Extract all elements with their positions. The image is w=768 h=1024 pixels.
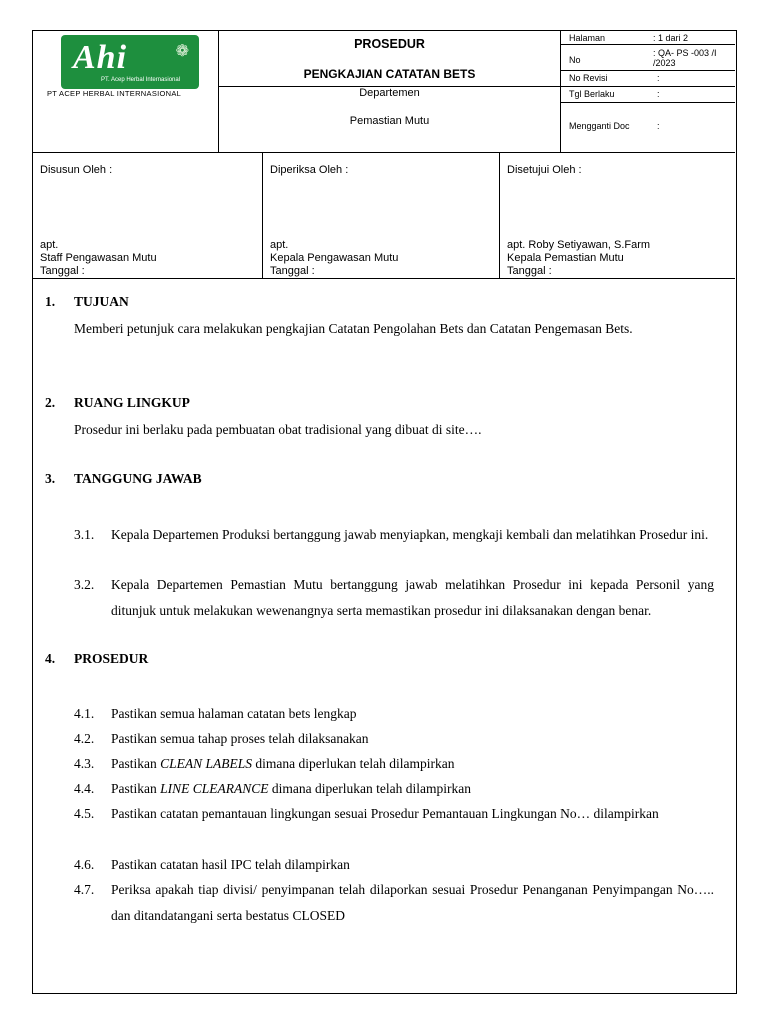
document-header bbox=[33, 31, 735, 153]
meta-row-mengganti: Mengganti Doc : bbox=[569, 121, 660, 131]
department-label: Departemen bbox=[359, 87, 420, 99]
department-value: Pemastian Mutu bbox=[349, 115, 430, 127]
meta-row-no: No : QA- PS -003 /I /2023 bbox=[561, 45, 735, 71]
approval-checked: Diperiksa Oleh : apt. Kepala Pengawasan Mutu Tanggal : bbox=[263, 153, 500, 278]
document-frame: Ahi ❁ PT. Acep Herbal Internasional PT ACEP HERBAL INTERNASIONAL PROSEDUR PENGKAJIAN CATATAN BETS Departemen Pemastian Mutu Halaman : 1 dari 2 No : QA- PS -003 /I /2023 No Revisi : Tgl Berlaku : Mengganti Doc : Disusun Oleh : apt. Staff Pengawasan Mutu Tanggal : Diperiksa Oleh : apt. Kepala Pengawasan Mutu Tanggal : Disetujui Oleh : apt. Roby Setiyawan, S.Farm Kepala Pemastian Mutu Tanggal : 1. TUJUAN Memberi petunjuk cara melakukan pengkajian Catatan Pengolahan Bets dan Catatan Pengemasan Bets. 2. RUANG LINGKUP Prosedur ini berlaku pada pembuatan obat tradisional yang dibuat di site…. 3. TANGGUNG JAWAB 3.1. Kepala Departemen Produksi bertanggung jawab menyiapkan, mengkaji kembali dan melatihkan Prosedur ini. 3.2. Kepala Departemen Pemastian Mutu bertanggung jawab melatihkan Prosedur ini kepada Personil yang ditunjuk untuk melakukan wewenangnya serta memastikan prosedur ini dilaksanakan dengan benar. 4. PROSEDUR 4.1. Pastikan semua halaman catatan bets lengkap 4.2. Pastikan semua tahap proses telah dilaksanakan 4.3. Pastikan CLEAN LABELS dimana diperlukan telah dilampirkan 4.4. Pastikan LINE CLEARANCE dimana diperlukan telah dilampirkan 4.5. Pastikan catatan pemantauan lingkungan sesuai Prosedur Pemantauan Lingkungan No… dilampirkan 4.6. Pastikan catatan hasil IPC telah dilampirkan 4.7. Periksa apakah tiap divisi/ penyimpanan telah dilaporkan sesuai Prosedur Penanganan Penyimpangan No….. dan ditandatangani serta bestatus CLOSED bbox=[32, 30, 737, 994]
title-cell bbox=[219, 31, 561, 87]
document-meta bbox=[561, 31, 735, 152]
document-title: PENGKAJIAN CATATAN BETS bbox=[303, 67, 476, 81]
meta-row-halaman: Halaman : 1 dari 2 bbox=[561, 31, 735, 45]
approval-prepared: Disusun Oleh : apt. Staff Pengawasan Mutu Tanggal : bbox=[33, 153, 263, 278]
section-text-tujuan: Memberi petunjuk cara melakukan pengkajian Catatan Pengolahan Bets dan Catatan Pengemasan Bets. bbox=[74, 321, 633, 336]
emphasis-text: LINE CLEARANCE bbox=[160, 781, 269, 796]
department-cell bbox=[219, 87, 561, 152]
logo-subtitle: PT. Acep Herbal Internasional bbox=[101, 77, 181, 83]
company-logo bbox=[61, 35, 199, 89]
meta-row-revisi: No Revisi : bbox=[561, 71, 735, 87]
approval-block bbox=[33, 153, 735, 279]
leaf-icon: ❁ bbox=[175, 43, 189, 60]
section-text-ruang-lingkup: Prosedur ini berlaku pada pembuatan obat tradisional yang dibuat di site…. bbox=[74, 422, 482, 437]
emphasis-text: CLEAN LABELS bbox=[160, 756, 253, 771]
logo-cell bbox=[33, 31, 219, 152]
approval-approved: Disetujui Oleh : apt. Roby Setiyawan, S.Farm Kepala Pemastian Mutu Tanggal : bbox=[507, 164, 651, 277]
logo-text: Ahi bbox=[73, 39, 128, 76]
company-name: PT ACEP HERBAL INTERNASIONAL bbox=[47, 89, 182, 98]
document-type: PROSEDUR bbox=[354, 37, 425, 51]
meta-row-tgl-berlaku: Tgl Berlaku : bbox=[561, 87, 735, 103]
